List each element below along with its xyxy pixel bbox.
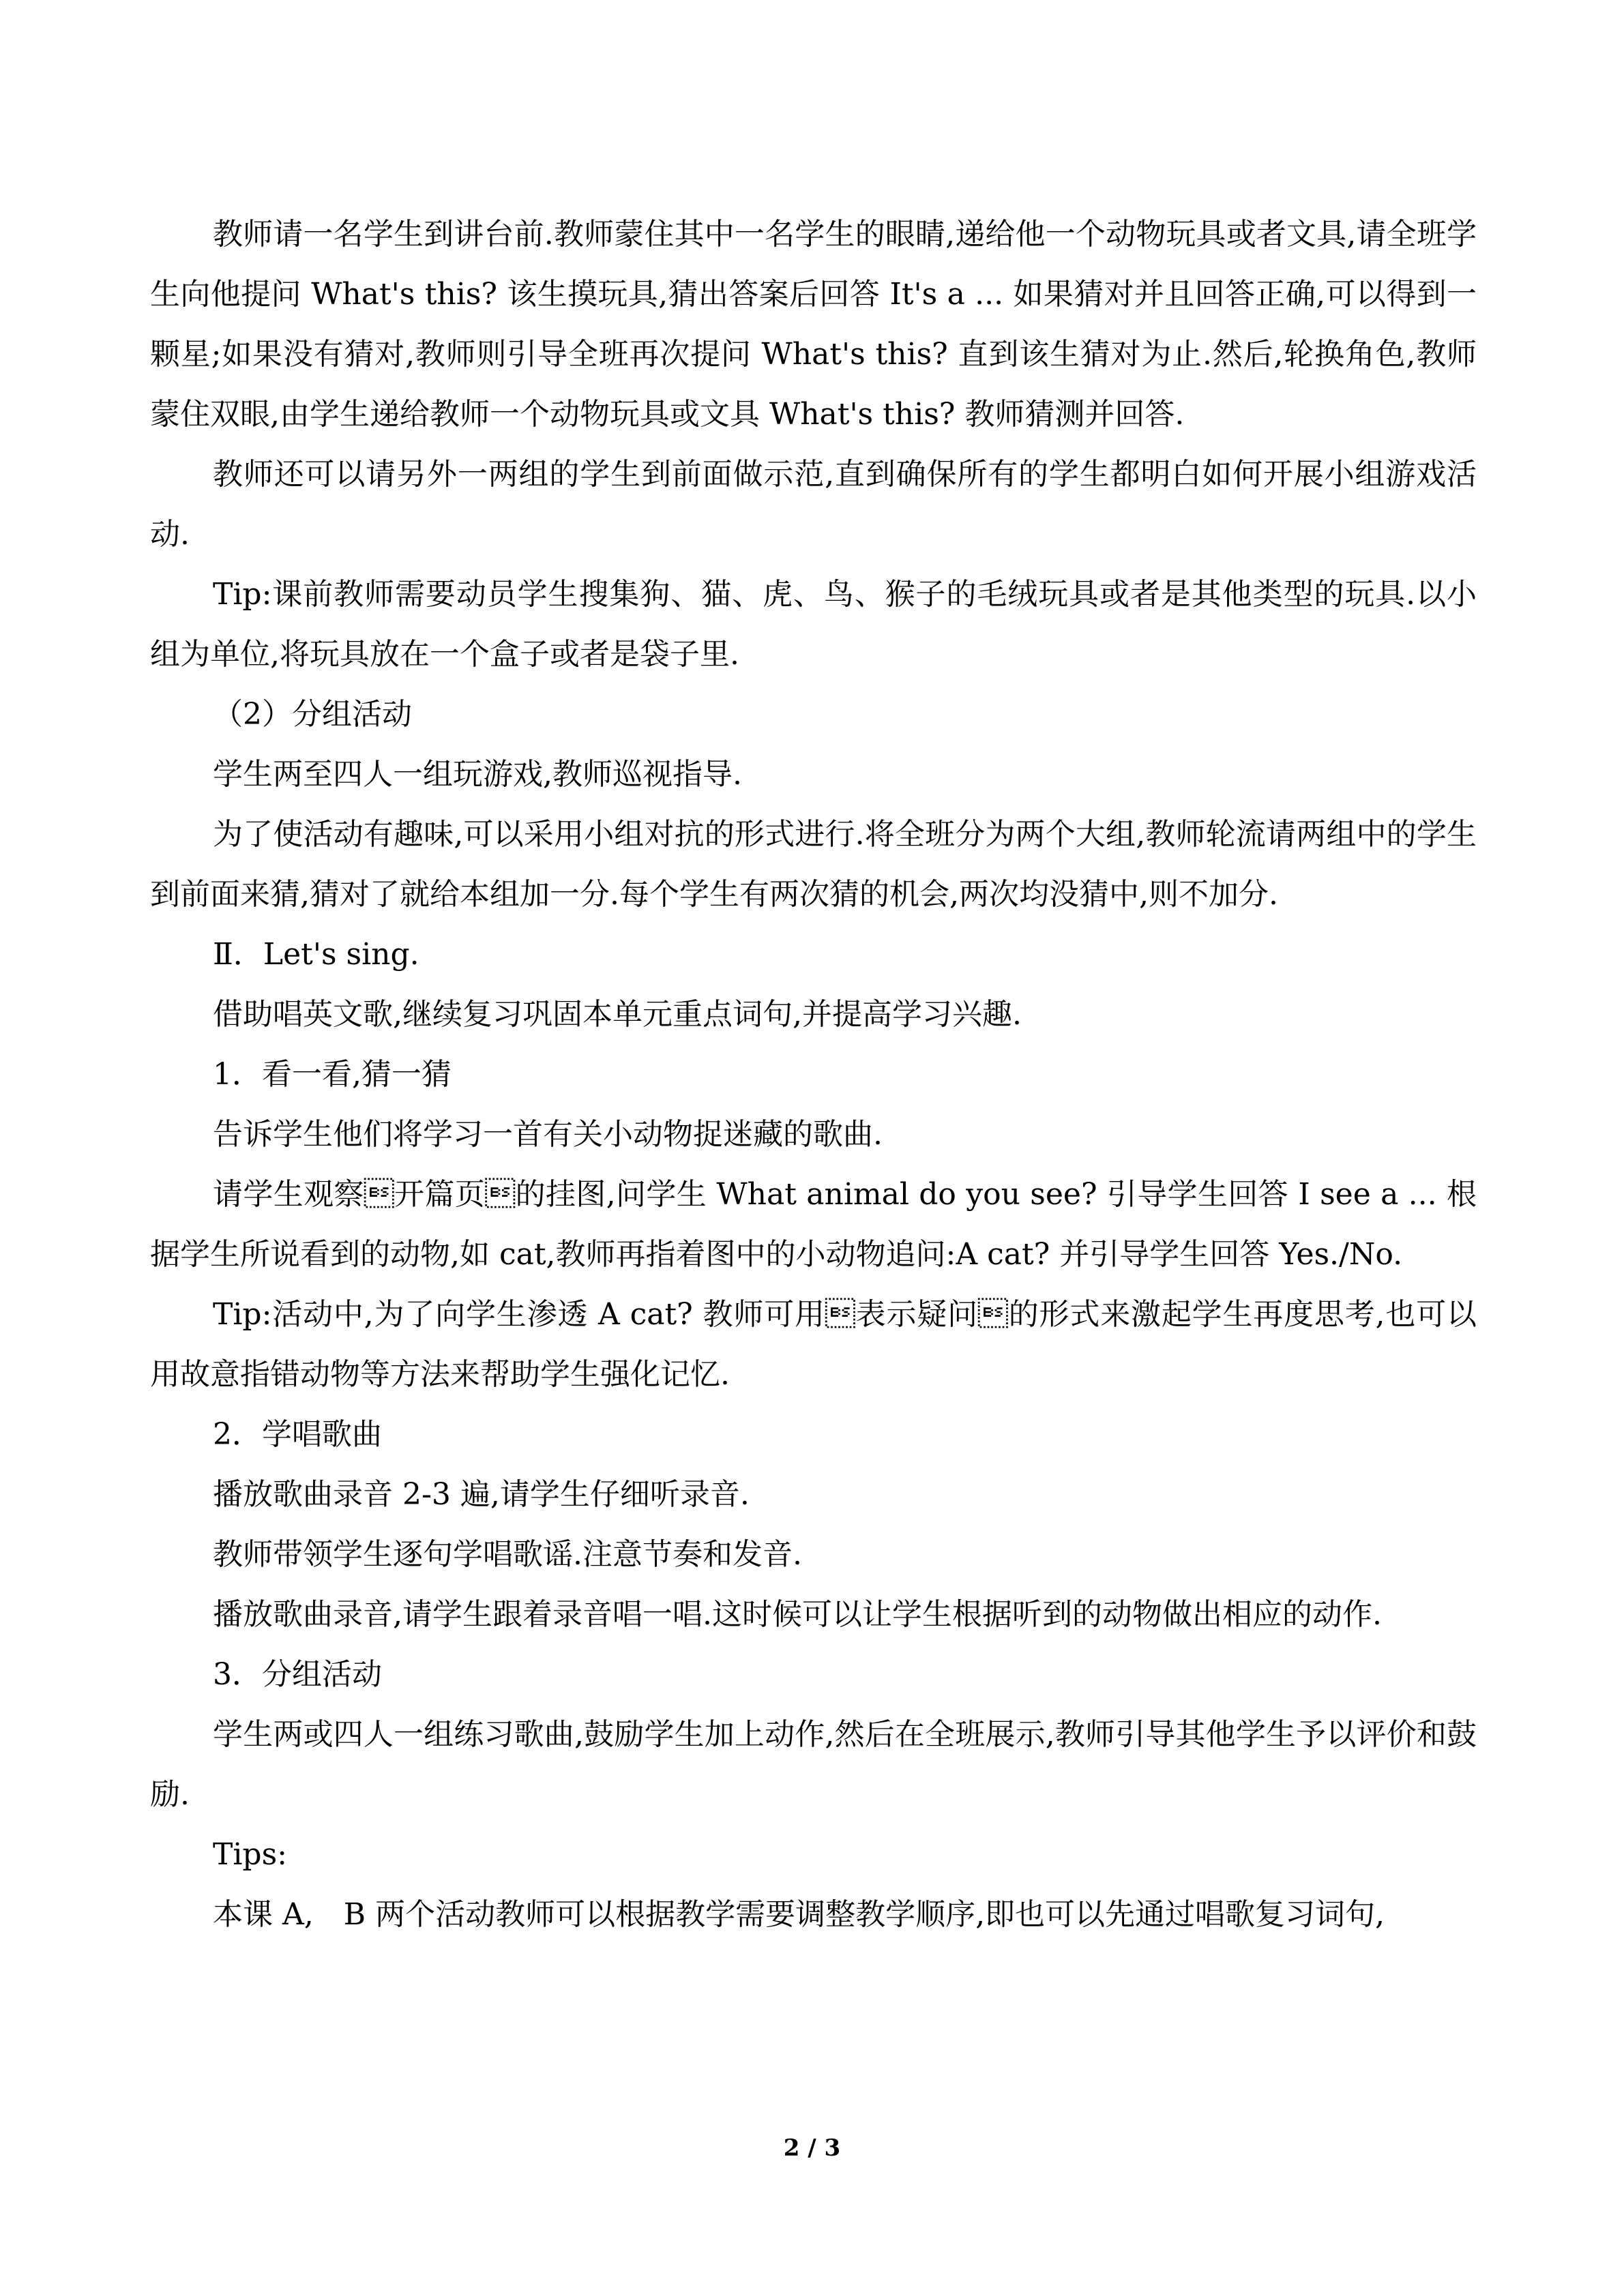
paragraph: 本课 A, B 两个活动教师可以根据教学需要调整教学顺序,即也可以先通过唱歌复习词句, — [213, 1897, 1385, 1932]
paragraph: 播放歌曲录音 2-3 遍,请学生仔细听录音. — [213, 1477, 750, 1512]
paragraph: 播放歌曲录音,请学生跟着录音唱一唱.这时候可以让学生根据听到的动物做出相应的动作. — [213, 1597, 1382, 1632]
section-heading: 1．看一看,猜一猜 — [213, 1057, 452, 1092]
paragraph: 告诉学生他们将学习一首有关小动物捉迷藏的歌曲. — [213, 1117, 883, 1152]
section-heading: 2．学唱歌曲 — [213, 1417, 382, 1452]
paragraph: 教师还可以请另外一两组的学生到前面做示范,直到确保所有的学生都明白如何开展小组游戏活动. — [150, 457, 1477, 552]
section-heading: Ⅱ．Let's sing. — [213, 937, 419, 972]
tips-label: Tips: — [213, 1837, 287, 1872]
paragraph: 学生两或四人一组练习歌曲,鼓励学生加上动作,然后在全班展示,教师引导其他学生予以评价和鼓励. — [150, 1717, 1477, 1812]
paragraph: 为了使活动有趣味,可以采用小组对抗的形式进行.将全班分为两个大组,教师轮流请两组中的学生到前面来猜,猜对了就给本组加一分.每个学生有两次猜的机会,两次均没猜中,则不加分. — [150, 817, 1477, 912]
tip-paragraph: Tip:课前教师需要动员学生搜集狗、猫、虎、鸟、猴子的毛绒玩具或者是其他类型的玩具.以小组为单位,将玩具放在一个盒子或者是袋子里. — [150, 577, 1477, 672]
tip-paragraph: Tip:活动中,为了向学生渗透 A cat? 教师可用表示疑问的形式来激起学生再度思考,也可以用故意指错动物等方法来帮助学生强化记忆. — [150, 1297, 1477, 1392]
paragraph: 学生两至四人一组玩游戏,教师巡视指导. — [213, 757, 742, 792]
paragraph: 请学生观察开篇页的挂图,问学生 What animal do you see? 引导学生回答 I see a ... 根据学生所说看到的动物,如 cat,教师再指着图中的小动物追问:A cat? 并引导学生回答 Yes./No. — [150, 1177, 1477, 1272]
paragraph: 教师请一名学生到讲台前.教师蒙住其中一名学生的眼睛,递给他一个动物玩具或者文具,请全班学生向他提问 What's this? 该生摸玩具,猜出答案后回答 It's a ... 如果猜对并且回答正确,可以得到一颗星;如果没有猜对,教师则引导全班再次提问 What's this? 直到该生猜对为止.然后,轮换角色,教师蒙住双眼,由学生递给教师一个动物玩具或文具 What's this? 教师猜测并回答. — [150, 217, 1477, 432]
paragraph: 借助唱英文歌,继续复习巩固本单元重点词句,并提高学习兴趣. — [213, 997, 1022, 1032]
body-text — [150, 205, 1477, 1945]
paragraph: 教师带领学生逐句学唱歌谣.注意节奏和发音. — [213, 1537, 802, 1572]
page-number: 2 / 3 — [783, 2134, 841, 2162]
section-heading: （2）分组活动 — [213, 697, 412, 732]
section-heading: 3．分组活动 — [213, 1657, 382, 1692]
